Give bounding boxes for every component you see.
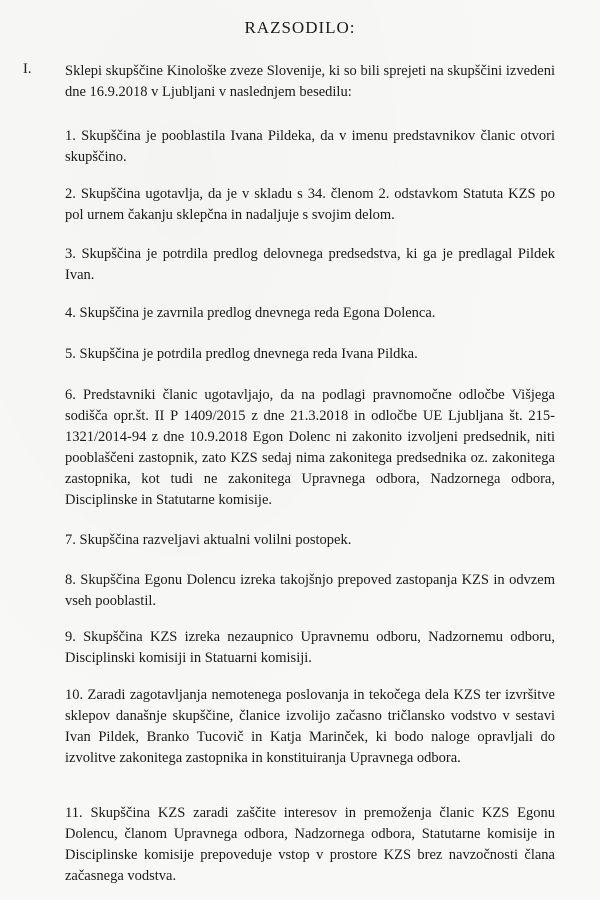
resolution-item-2: 2. Skupščina ugotavlja, da je v skladu s 34. členom 2. odstavkom Statuta KZS po pol urnem čakanju sklepčna in nadaljuje s svojim delom.: [65, 186, 555, 223]
resolution-item-3: 3. Skupščina je potrdila predlog delovnega predsedstva, ki ga je predlagal Pildek Ivan.: [65, 246, 555, 283]
resolution-item-10: 10. Zaradi zagotavljanja nemotenega poslovanja in tekočega dela KZS ter izvršitve sklepov današnje skupščine, članice izvolijo začasno tričlansko vodstvo v sestavi Ivan Pildek, Branko Tucovič in Katja Marinček, ki bodo naloge opravljali do izvolitve zakonitega zastopnika in konstituiranja Upravnega odbora.: [65, 687, 555, 766]
resolution-item-1: 1. Skupščina je pooblastila Ivana Pildeka, da v imenu predstavnikov članic otvori skupščino.: [65, 128, 555, 165]
resolution-item-11: 11. Skupščina KZS zaradi zaščite interesov in premoženja članic KZS Egonu Dolencu, članom Upravnega odbora, Nadzornega odbora, Statutarne komisije in Disciplinske komisije prepoveduje vstop v prostore KZS brez navzočnosti člana začasnega vodstva.: [65, 805, 555, 884]
resolution-item-4: 4. Skupščina je zavrnila predlog dnevnega reda Egona Dolenca.: [65, 305, 436, 321]
resolution-item-7: 7. Skupščina razveljavi aktualni volilni postopek.: [65, 532, 352, 548]
section-numeral: I.: [23, 61, 32, 77]
resolution-item-5: 5. Skupščina je potrdila predlog dnevnega reda Ivana Pildka.: [65, 346, 418, 362]
resolution-item-8: 8. Skupščina Egonu Dolencu izreka takojšnjo prepoved zastopanja KZS in odvzem vseh pooblastil.: [65, 572, 555, 609]
intro-paragraph: Sklepi skupščine Kinološke zveze Slovenije, ki so bili sprejeti na skupščini izvedeni dne 16.9.2018 v Ljubljani v naslednjem besedilu:: [65, 63, 555, 100]
resolution-item-6: 6. Predstavniki članic ugotavljajo, da na podlagi pravnomočne odločbe Višjega sodišča opr.št. II P 1409/2015 z dne 21.3.2018 in odločbe UE Ljubljana št. 215-1321/2014-94 z dne 10.9.2018 Egon Dolenc ni zakonito izvoljeni predsednik, niti pooblaščeni zastopnik, zato KZS sedaj nima zakonitega predsednika oz. zakonitega zastopnika, kot tudi ne zakonitega Upravnega odbora, Nadzornega odbora, Disciplinske in Statutarne komisije.: [65, 387, 555, 508]
resolution-item-9: 9. Skupščina KZS izreka nezaupnico Upravnemu odboru, Nadzornemu odboru, Disciplinski komisiji in Statuarni komisiji.: [65, 629, 555, 666]
document-title: RAZSODILO:: [244, 18, 356, 37]
